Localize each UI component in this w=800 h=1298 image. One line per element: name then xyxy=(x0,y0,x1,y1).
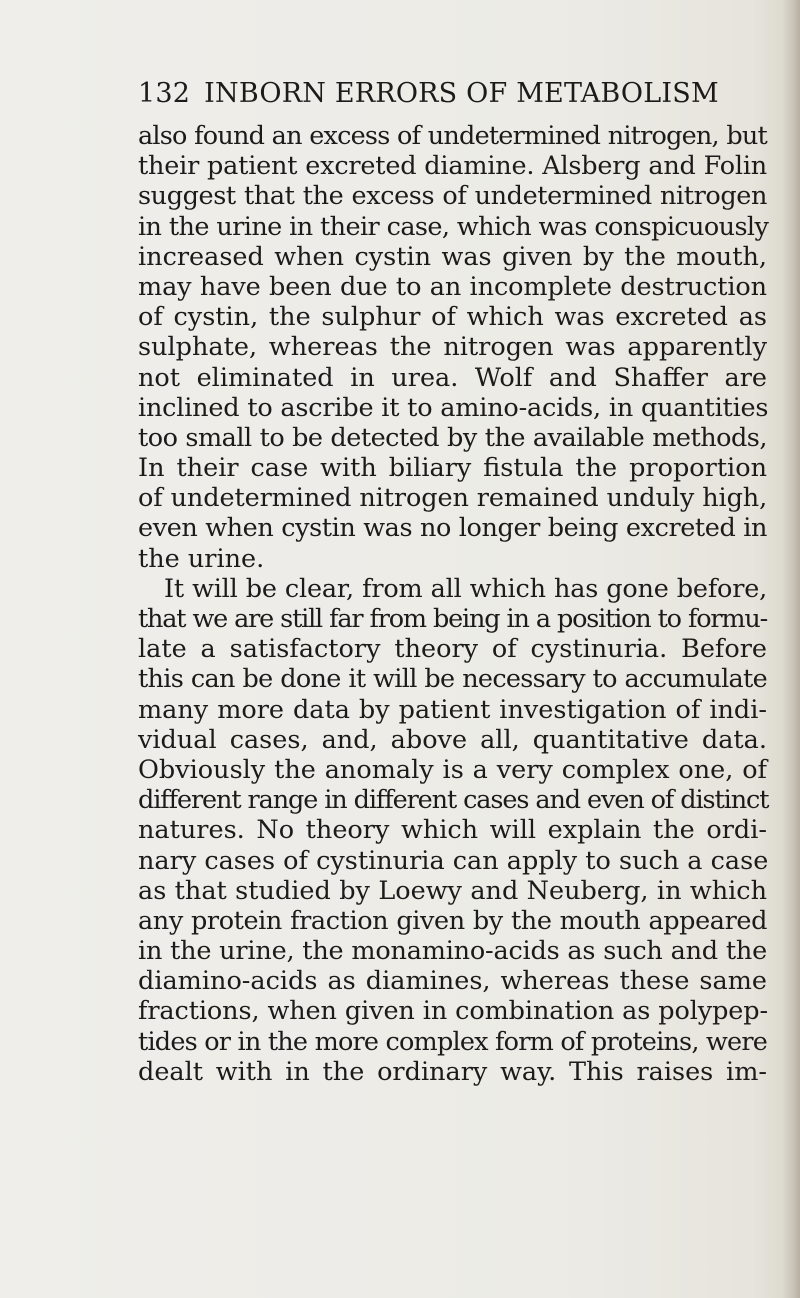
body-text xyxy=(138,121,767,1087)
text-line: this can be done it will be necessary to accumulate xyxy=(138,664,767,695)
text-line: too small to be detected by the available methods, xyxy=(138,422,767,453)
text-line: late a satisfactory theory of cystinuria. Before xyxy=(138,634,767,665)
text-line: tides or in the more complex form of proteins, were xyxy=(138,1026,767,1057)
running-title: INBORN ERRORS OF METABOLISM xyxy=(204,78,719,109)
text-line: dealt with in the ordinary way. This raises im- xyxy=(138,1056,767,1087)
text-line: any protein fraction given by the mouth appeared xyxy=(138,905,767,936)
text-line: fractions, when given in combination as polypep- xyxy=(138,996,769,1027)
page-edge-shadow xyxy=(782,0,800,1298)
text-line: of undetermined nitrogen remained unduly high, xyxy=(138,483,768,514)
paragraph-start-line: It will be clear, from all which has gone before, xyxy=(164,573,767,604)
text-line: the urine. xyxy=(138,543,265,574)
text-line: their patient excreted diamine. Alsberg and Folin xyxy=(138,151,767,182)
text-line: of cystin, the sulphur of which was excreted as xyxy=(138,302,767,333)
text-line: even when cystin was no longer being excreted in xyxy=(138,513,767,544)
running-header xyxy=(138,78,738,109)
text-line: not eliminated in urea. Wolf and Shaffer are xyxy=(138,362,767,393)
text-line: also found an excess of undetermined nitrogen, but xyxy=(138,121,767,151)
text-line: in the urine, the monamino-acids as such and the xyxy=(138,936,767,967)
text-line: sulphate, whereas the nitrogen was apparently xyxy=(138,332,767,363)
text-line: that we are still far from being in a position to formu- xyxy=(138,604,767,634)
text-line: inclined to ascribe it to amino-acids, in quantities xyxy=(138,392,769,423)
text-line: suggest that the excess of undetermined nitrogen xyxy=(138,181,767,212)
text-line: increased when cystin was given by the mouth, xyxy=(138,241,767,272)
text-line: nary cases of cystinuria can apply to such a case xyxy=(138,845,769,876)
text-line: different range in different cases and even of distinct xyxy=(138,785,769,816)
text-line: in the urine in their case, which was conspicuously xyxy=(138,211,769,242)
text-line: vidual cases, and, above all, quantitative data. xyxy=(138,724,767,755)
text-line: as that studied by Loewy and Neuberg, in which xyxy=(138,875,767,906)
text-line: many more data by patient investigation of indi- xyxy=(138,694,767,725)
text-line: natures. No theory which will explain the ordi- xyxy=(138,815,767,846)
text-line: In their case with biliary fistula the proportion xyxy=(138,453,767,484)
text-line: Obviously the anomaly is a very complex one, of xyxy=(138,754,767,785)
text-line: may have been due to an incomplete destruction xyxy=(138,271,767,302)
text-line: diamino-acids as diamines, whereas these same xyxy=(138,966,767,997)
page-number: 132 xyxy=(138,78,191,109)
